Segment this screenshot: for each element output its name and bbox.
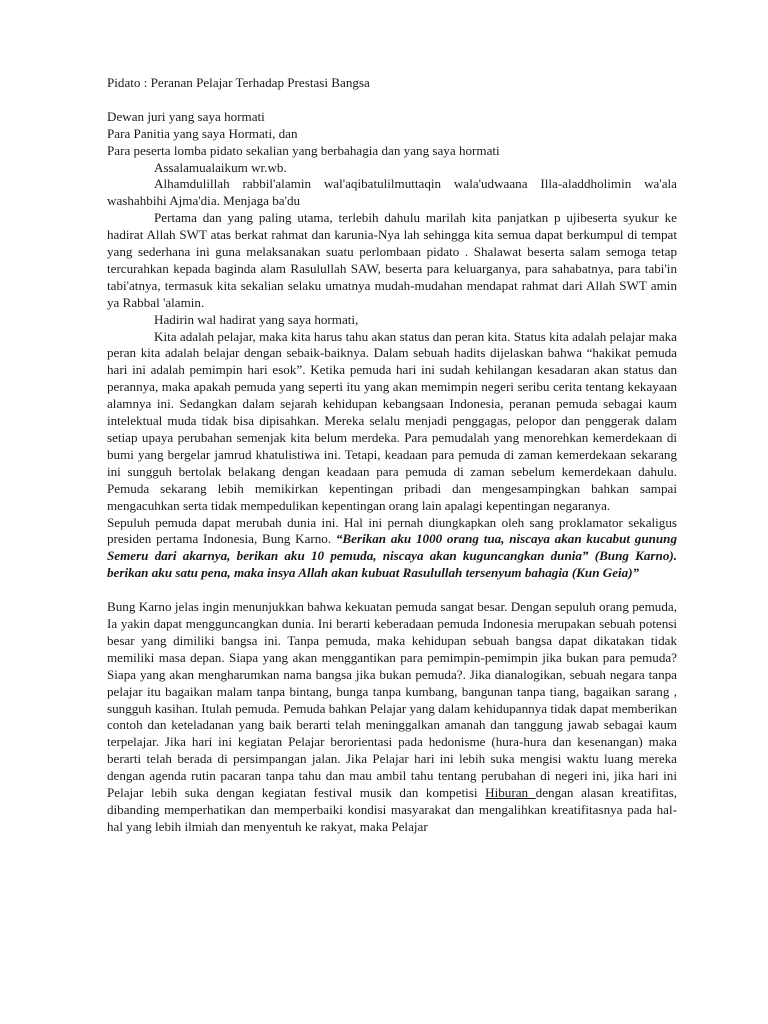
hiburan-link[interactable]: Hiburan [485,785,536,801]
paragraph-text-before-link: Bung Karno jelas ingin menunjukkan bahwa kekuatan pemuda sangat besar. Dengan sepuluh orang pemuda, Ia yakin dapat mengguncangkan dunia. Ini berarti keberadaan pemuda Indonesia merupakan sebuah potensi besar yang dimiliki bangsa ini. Tanpa pemuda, maka kehidupan sebuah bangsa dapat dikatakan tidak memiliki masa depan. Siapa yang akan menggantikan para pemimpin-pemimpin jika bukan para pemuda? Siapa yang akan mengharumkan nama bangsa jika bukan pemuda?. Jika dianalogikan, sebuah negara tanpa pelajar itu bagaikan malam tanpa bintang, bunga tanpa kumbang, bangunan tanpa tiang, bagaikan sarang , sungguh kasihan. Itulah pemuda. Pemuda bahkan Pelajar yang dalam kehidupannya tidak dapat memberikan contoh dan keteladanan yang baik berarti telah meninggalkan amanah dan tanggung jawab sebagai kaum terpelajar. Jika hari ini kegiatan Pelajar berorientasi pada hedonisme (hura-hura dan kesenangan) maka berarti telah berada di persimpangan jalan. Jika Pelajar hari ini lebih suka mengisi waktu luang mereka dengan agenda rutin pacaran tanpa tahu dan mau ambil tahu tentang perubahan di negeri ini, jika hari ini Pelajar lebih suka dengan kegiatan festival musik dan kompetisi [107,599,677,801]
paragraph-opening-praise: Alhamdulillah rabbil'alamin wal'aqibatulilmuttaqin wala'udwaana Illa-aladdholimin wa'ala washahbihi Ajma'dia. Menjaga ba'du [107,176,677,209]
spacer [107,582,677,599]
paragraph-audience-address: Hadirin wal hadirat yang saya hormati, [154,311,359,327]
quote-intro: Sepuluh pemuda dapat merubah dunia ini. Hal ini pernah diungkapkan oleh sang proklamator sekaligus presiden pertama Indonesia, Bung Karno. [107,514,677,547]
paragraph-youth-power [107,599,677,836]
paragraph-text-after-link: dengan alasan kreatifitas, dibanding memperhatikan dan memperbaiki kondisi masyarakat dan mengalihkan kreatifitasnya pada hal-hal yang lebih ilmiah dan menyentuh ke rakyat, maka Pelajar [107,785,678,834]
greeting: Assalamualaikum wr.wb. [154,159,287,175]
document-title: Pidato : Peranan Pelajar Terhadap Prestasi Bangsa [107,75,370,90]
paragraph-bung-karno-quote [107,515,677,583]
spacer [107,92,677,109]
paragraph-gratitude: Pertama dan yang paling utama, terlebih dahulu marilah kita panjatkan p ujibeserta syukur ke hadirat Allah SWT atas berkat rahmat dan karunia-Nya lah sehingga kita semua dapat berkumpul di tempat yang sederhana ini guna melaksanakan suatu perlombaan pidato . Shalawat beserta salam semoga tetap tercurahkan kepada baginda alam Rasulullah SAW, beserta para keluarganya, para sahabatnya, para tabi'in tabi'atnya, termasuk kita sekalian selaku umatnya mudah-mudahan mendapat rahmat dari Allah SWT amin ya Rabbal 'alamin. [107,210,677,310]
quote-text: “Berikan aku 1000 orang tua, niscaya akan kucabut gunung Semeru dari akarnya, berikan aku 10 pemuda, niscaya akan kuguncangkan dunia” (Bung Karno). berikan aku satu pena, maka insya Allah akan kubuat Rasulullah tersenyum bahagia (Kun Geia)” [107,531,678,581]
salutation-participants: Para peserta lomba pidato sekalian yang berbahagia dan yang saya hormati [107,142,500,158]
salutation-committee: Para Panitia yang saya Hormati, dan [107,125,298,141]
salutation-judges: Dewan juri yang saya hormati [107,108,265,124]
paragraph-student-role: Kita adalah pelajar, maka kita harus tahu akan status dan peran kita. Status kita adalah pelajar maka peran kita adalah belajar dengan sebaik-baiknya. Dalam sebuah hadits dijelaskan bahwa “hakikat pemuda hari ini adalah pemimpin hari esok”. Ketika pemuda hari ini sudah kehilangan kesadaran akan status dan perannya, maka apakah pemuda yang seperti itu yang akan memimpin negeri seribu cerita tentang kekayaan alamnya ini. Sedangkan dalam sejarah kehidupan kebangsaan Indonesia, peranan pemuda sebagai kaum intelektual muda tidak bisa dipisahkan. Mereka selalu menjadi penggagas, pelopor dan penggerak dalam setiap upaya perubahan semenjak kita belum merdeka. Para pemudalah yang menorehkan kemerdekaan di bumi yang bergelar jamrud khatulistiwa ini. Tetapi, keadaan para pemuda di zaman kemerdekaan sekarang ini sungguh bertolak belakang dengan keadaan para pemuda di zaman sebelum kemerdekaan dahulu. Pemuda sekarang lebih memikirkan kepentingan pribadi dan mengesampingkan bahkan sampai mengacuhkan serta tidak mempedulikan kepentingan orang lain apalagi kepentingan negaranya. [107,328,677,513]
